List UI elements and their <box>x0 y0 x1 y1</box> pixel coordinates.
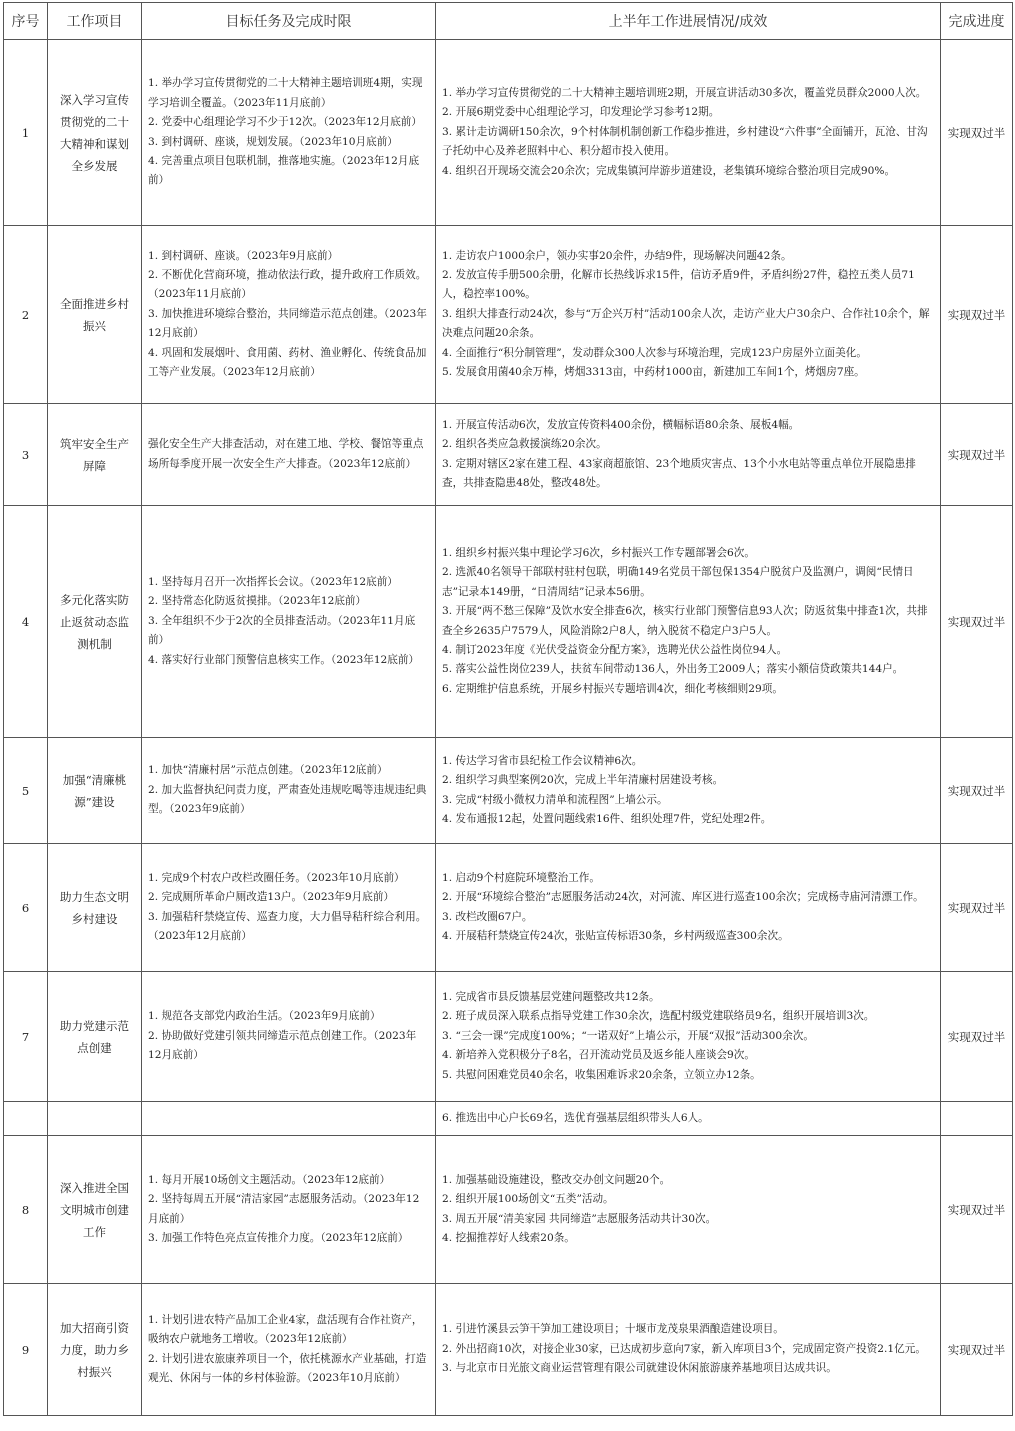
project-cell: 深入推进全国文明城市创建工作 <box>48 1136 142 1284</box>
progress-cell <box>436 226 941 404</box>
progress-cell <box>436 1136 941 1284</box>
table-row <box>4 506 1013 738</box>
project-cell: 加强“清廉桃源”建设 <box>48 738 142 844</box>
header-row <box>4 3 1013 40</box>
progress-cell <box>436 506 941 738</box>
row-number: 6 <box>4 844 48 972</box>
table-row <box>4 40 1013 226</box>
goal-cell <box>142 1136 436 1284</box>
goal-item: 1. 规范各支部党内政治生活。（2023年9月底前） <box>148 1010 381 1023</box>
progress-item: 1. 启动9个村庭院环境整治工作。 <box>442 871 600 884</box>
progress-item: 3. 与北京市日光旅文商业运营管理有限公司就建设休闲旅游康养基地项目达成共识。 <box>442 1362 837 1375</box>
table-row <box>4 844 1013 972</box>
goal-cell-empty <box>142 1102 436 1136</box>
progress-item: 2. 组织学习典型案例20次，完成上半年清廉村居建设考核。 <box>442 774 724 787</box>
goal-item: 4. 落实好行业部门预警信息核实工作。（2023年12底前） <box>148 653 420 666</box>
progress-item: 6. 定期维护信息系统，开展乡村振兴专题培训4次，细化考核细则29项。 <box>442 682 783 695</box>
goal-item: 3. 加强秸秆禁烧宣传、巡查力度，大力倡导秸秆综合利用。（2023年12月底前） <box>148 910 427 942</box>
table-row <box>4 404 1013 506</box>
progress-cell <box>436 844 941 972</box>
progress-cell <box>436 972 941 1102</box>
progress-item: 6. 推选出中心户长69名，选优育强基层组织带头人6人。 <box>442 1111 709 1124</box>
progress-item: 4. 发布通报12起，处置问题线索16件、组织处理7件，党纪处理2件。 <box>442 812 772 825</box>
goal-item: 强化安全生产大排查活动，对在建工地、学校、餐馆等重点场所每季度开展一次安全生产大排查。（2023年12底前） <box>148 438 424 470</box>
progress-item: 5. 发展食用菌40余万棒，烤烟3313亩，中药材1000亩，新建加工车间1个，烤烟房7座。 <box>442 366 865 379</box>
goal-item: 2. 计划引进农旅康养项目一个，依托桃源水产业基础，打造观光、休闲与一体的乡村体验游。（2023年10月底前） <box>148 1352 427 1384</box>
goal-item: 2. 不断优化营商环境，推动依法行政，提升政府工作质效。（2023年11月底前） <box>148 268 427 301</box>
progress-item: 3. 开展“两不愁三保障”及饮水安全排查6次，核实行业部门预警信息93人次；防返贫集中排查1次，共排查全乡2635户7579人，风险消除2户8人，纳入脱贫不稳定户3户5人。 <box>442 605 928 637</box>
goal-item: 1. 完成9个村农户改栏改圈任务。（2023年10月底前） <box>148 871 405 884</box>
goal-item: 3. 到村调研、座谈，规划发展。（2023年10月底前） <box>148 135 398 148</box>
goal-item: 4. 巩固和发展烟叶、食用菌、药材、渔业孵化、传统食品加工等产业发展。（2023年12月底前） <box>148 346 427 379</box>
project-cell: 助力党建示范点创建 <box>48 972 142 1102</box>
progress-item: 4. 新培养入党积极分子8名，召开流动党员及返乡能人座谈会9次。 <box>442 1049 755 1062</box>
status-cell: 实现双过半 <box>941 226 1013 404</box>
table-row <box>4 972 1013 1102</box>
goal-cell <box>142 404 436 506</box>
status-cell-empty <box>941 1102 1013 1136</box>
row-number: 2 <box>4 226 48 404</box>
progress-item: 2. 发放宣传手册500余册，化解市长热线诉求15件，信访矛盾9件，矛盾纠纷27件，稳控五类人员71人，稳控率100%。 <box>442 268 915 301</box>
goal-item: 4. 完善重点项目包联机制，推落地实施。（2023年12月底前） <box>148 154 420 187</box>
header-project: 工作项目 <box>48 3 142 40</box>
goal-item: 1. 坚持每月召开一次指挥长会议。（2023年12底前） <box>148 575 398 588</box>
status-cell: 实现双过半 <box>941 40 1013 226</box>
goal-cell <box>142 738 436 844</box>
goal-cell <box>142 1284 436 1416</box>
goal-cell <box>142 40 436 226</box>
row-number: 5 <box>4 738 48 844</box>
goal-cell <box>142 506 436 738</box>
progress-item: 1. 组织乡村振兴集中理论学习6次，乡村振兴工作专题部署会6次。 <box>442 546 755 559</box>
progress-item: 1. 加强基础设施建设，整改交办创文问题20个。 <box>442 1173 671 1186</box>
progress-item: 3. 改栏改圈67户。 <box>442 910 533 923</box>
progress-item: 1. 走访农户1000余户，领办实事20余件，办结9件，现场解决问题42条。 <box>442 249 792 262</box>
goal-item: 2. 加大监督执纪问责力度，严肃查处违规吃喝等违规违纪典型。（2023年9底前） <box>148 783 427 816</box>
goal-item: 2. 坚持每周五开展“清洁家园”志愿服务活动。（2023年12月底前） <box>148 1193 420 1225</box>
goal-item: 3. 全年组织不少于2次的全员排查活动。（2023年11月底前） <box>148 614 416 647</box>
progress-cell <box>436 1284 941 1416</box>
goal-item: 1. 加快“清廉村居”示范点创建。（2023年12底前） <box>148 764 388 777</box>
goal-item: 2. 完成厕所革命户厕改造13户。（2023年9月底前） <box>148 891 395 904</box>
table-row <box>4 738 1013 844</box>
status-cell: 实现双过半 <box>941 506 1013 738</box>
project-cell: 全面推进乡村振兴 <box>48 226 142 404</box>
work-progress-sheet <box>3 2 1012 1416</box>
status-cell: 实现双过半 <box>941 404 1013 506</box>
row-number: 9 <box>4 1284 48 1416</box>
progress-item: 3. 定期对辖区2家在建工程、43家商超旅馆、23个地质灾害点、13个小水电站等重点单位开展隐患排查，共排查隐患48处，整改48处。 <box>442 457 916 489</box>
row-number: 8 <box>4 1136 48 1284</box>
row-number: 4 <box>4 506 48 738</box>
goal-item: 1. 到村调研、座谈。（2023年9月底前） <box>148 249 339 262</box>
goal-item: 2. 协助做好党建引领共同缔造示范点创建工作。（2023年12月底前） <box>148 1029 417 1062</box>
progress-item: 2. 开展“环境综合整治”志愿服务活动24次，对河流、库区进行巡查100余次；完成杨寺庙河清漂工作。 <box>442 891 924 904</box>
goal-item: 1. 计划引进农特产品加工企业4家，盘活现有合作社资产，吸纳农户就地务工增收。（2023年12底前） <box>148 1313 423 1346</box>
progress-item: 5. 共慰问困难党员40余名，收集困难诉求20余条，立领立办12条。 <box>442 1068 761 1081</box>
header-status: 完成进度 <box>941 3 1013 40</box>
work-progress-table <box>3 2 1013 1416</box>
progress-item: 1. 引进竹溪县云笋干笋加工建设项目；十堰市龙茂泉果酒酿造建设项目。 <box>442 1323 784 1336</box>
progress-item: 4. 组织召开现场交流会20余次；完成集镇河岸游步道建设，老集镇环境综合整治项目完成90%。 <box>442 164 896 177</box>
goal-item: 1. 举办学习宣传贯彻党的二十大精神主题培训班4期，实现学习培训全覆盖。（2023年11月底前） <box>148 77 423 109</box>
progress-item: 2. 选派40名领导干部联村驻村包联，明确149名党员干部包保1354户脱贫户及监测户，调阅“民情日志”记录本149册，“日清周结”记录本56册。 <box>442 566 914 598</box>
status-cell: 实现双过半 <box>941 844 1013 972</box>
header-goal: 目标任务及完成时限 <box>142 3 436 40</box>
progress-item: 2. 开展6期党委中心组理论学习，印发理论学习参考12期。 <box>442 106 720 119</box>
status-cell: 实现双过半 <box>941 1284 1013 1416</box>
project-cell: 加大招商引资力度，助力乡村振兴 <box>48 1284 142 1416</box>
progress-item: 2. 班子成员深入联系点指导党建工作30余次，选配村级党建联络员9名，组织开展培训3次。 <box>442 1010 875 1023</box>
status-cell: 实现双过半 <box>941 972 1013 1102</box>
row-number: 7 <box>4 972 48 1102</box>
progress-item: 4. 全面推行“积分制管理”，发动群众300人次参与环境治理，完成123户房屋外立面美化。 <box>442 346 867 359</box>
header-progress: 上半年工作进展情况/成效 <box>436 3 941 40</box>
progress-cell <box>436 1102 941 1136</box>
project-cell: 深入学习宣传贯彻党的二十大精神和谋划全乡发展 <box>48 40 142 226</box>
progress-cell <box>436 738 941 844</box>
project-cell: 多元化落实防止返贫动态监测机制 <box>48 506 142 738</box>
goal-cell <box>142 972 436 1102</box>
goal-item: 3. 加快推进环境综合整治，共同缔造示范点创建。（2023年12月底前） <box>148 307 427 340</box>
goal-item: 2. 坚持常态化防返贫摸排。（2023年12底前） <box>148 595 367 608</box>
project-cell-empty <box>48 1102 142 1136</box>
progress-cell <box>436 40 941 226</box>
continuation-row <box>4 1102 1013 1136</box>
progress-item: 1. 完成省市县反馈基层党建问题整改共12条。 <box>442 990 660 1003</box>
progress-item: 4. 开展秸秆禁烧宣传24次，张贴宣传标语30条，乡村两级巡查300余次。 <box>442 929 789 942</box>
progress-item: 5. 落实公益性岗位239人，扶贫车间带动136人，外出务工2009人；落实小额信贷政策共144户。 <box>442 663 904 676</box>
progress-item: 2. 外出招商10次，对接企业30家，已达成初步意向7家，新入库项目3个，完成固定资产投资2.1亿元。 <box>442 1342 926 1355</box>
row-number-empty <box>4 1102 48 1136</box>
progress-item: 4. 制订2023年度《光伏受益资金分配方案》，选聘光伏公益性岗位94人。 <box>442 643 788 656</box>
table-row <box>4 226 1013 404</box>
progress-cell <box>436 404 941 506</box>
progress-item: 3. 完成“村级小微权力清单和流程图”上墙公示。 <box>442 793 668 806</box>
header-no: 序号 <box>4 3 48 40</box>
status-cell: 实现双过半 <box>941 738 1013 844</box>
progress-item: 1. 传达学习省市县纪检工作会议精神6次。 <box>442 754 643 767</box>
goal-item: 2. 党委中心组理论学习不少于12次。（2023年12月底前） <box>148 116 422 129</box>
progress-item: 3. “三会一课”完成度100%；“一诺双好”上墙公示，开展“双报”活动300余次。 <box>442 1029 814 1042</box>
goal-item: 3. 加强工作特色亮点宣传推介力度。（2023年12底前） <box>148 1231 409 1244</box>
table-row <box>4 1136 1013 1284</box>
progress-item: 1. 举办学习宣传贯彻党的二十大精神主题培训班2期，开展宣讲活动30多次，覆盖党员群众2000人次。 <box>442 86 927 99</box>
progress-item: 2. 组织开展100场创文“五类”活动。 <box>442 1193 614 1206</box>
table-row <box>4 1284 1013 1416</box>
progress-item: 3. 累计走访调研150余次，9个村体制机制创新工作稳步推进，乡村建设“六件事”全面铺开，瓦沧、甘沟子托幼中心及养老照料中心、积分超市投入使用。 <box>442 125 928 158</box>
progress-item: 2. 组织各类应急救援演练20余次。 <box>442 438 607 451</box>
row-number: 3 <box>4 404 48 506</box>
progress-item: 4. 挖掘推荐好人线索20条。 <box>442 1231 575 1244</box>
goal-cell <box>142 844 436 972</box>
goal-cell <box>142 226 436 404</box>
project-cell: 助力生态文明乡村建设 <box>48 844 142 972</box>
row-number: 1 <box>4 40 48 226</box>
status-cell: 实现双过半 <box>941 1136 1013 1284</box>
goal-item: 1. 每月开展10场创文主题活动。（2023年12底前） <box>148 1173 391 1186</box>
progress-item: 1. 开展宣传活动6次，发放宣传资料400余份，横幅标语80余条、展板4幅。 <box>442 418 800 431</box>
progress-item: 3. 周五开展“清美家园 共同缔造”志愿服务活动共计30次。 <box>442 1212 717 1225</box>
project-cell: 筑牢安全生产屏障 <box>48 404 142 506</box>
progress-item: 3. 组织大排查行动24次，参与“万企兴万村”活动100余人次，走访产业大户30余户、合作社10余个，解决难点问题20余条。 <box>442 307 930 340</box>
